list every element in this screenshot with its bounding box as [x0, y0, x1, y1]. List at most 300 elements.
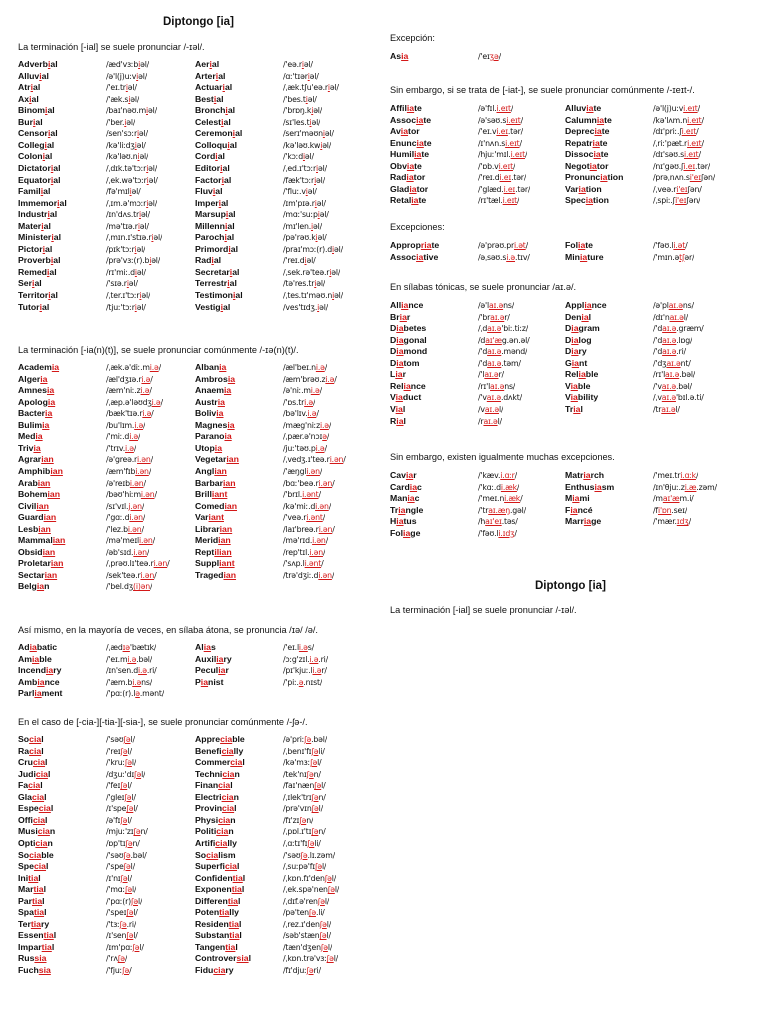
- word-entry: [195, 570, 334, 581]
- word: [18, 420, 106, 431]
- text-part: al: [227, 220, 235, 231]
- text-part: /tr: [653, 404, 662, 414]
- highlight: ia: [51, 362, 60, 372]
- pronunciation: [283, 128, 334, 139]
- text-part: /pə'rəʊ.k: [283, 233, 316, 243]
- text-part: l/: [324, 896, 330, 906]
- highlight: ria: [420, 240, 432, 250]
- text-part: n: [49, 826, 56, 837]
- text-part: /'lez.b: [106, 524, 128, 534]
- word-entry: [18, 71, 147, 82]
- text-part: əl/: [319, 302, 329, 312]
- text-part: /: [343, 455, 346, 465]
- pronunciation: [106, 757, 136, 768]
- pronunciation: [106, 82, 137, 93]
- text-part: l/: [141, 769, 146, 779]
- highlight: i: [228, 243, 231, 254]
- text-part: /: [146, 547, 150, 557]
- text-part: l: [580, 403, 583, 414]
- highlight: ʃə: [308, 908, 316, 918]
- word-entry: [18, 535, 155, 546]
- text-part: /: [129, 966, 132, 975]
- text-part: l: [241, 884, 245, 895]
- text-part: l: [40, 780, 43, 791]
- text-part: lly: [233, 745, 244, 756]
- word-entry: [195, 362, 327, 373]
- highlight: ia: [214, 442, 223, 453]
- text-part: gonal: [403, 334, 427, 345]
- word-entry: [18, 209, 150, 220]
- word-entry: [195, 466, 322, 477]
- text-part: /'d: [478, 347, 488, 357]
- highlight: tia: [231, 884, 242, 895]
- word: [195, 186, 283, 197]
- word: [18, 302, 106, 313]
- highlight: tia: [227, 895, 238, 906]
- word: [565, 505, 653, 516]
- text-part: Secretar: [195, 266, 230, 277]
- highlight: i: [39, 301, 42, 312]
- text-part: /praɪ'mɔː(r).d: [283, 244, 333, 254]
- text-part: l: [53, 930, 57, 941]
- text-part: tion: [607, 172, 624, 183]
- word-entry: [195, 290, 343, 301]
- highlight: aɪ'eɪ: [485, 517, 502, 527]
- text-part: /bɑː'beə.r: [283, 478, 319, 488]
- word-entry: [195, 654, 328, 665]
- text-part: /prəˌnʌn.s: [653, 173, 690, 183]
- word-entry: [390, 346, 527, 357]
- highlight: ʃə: [317, 896, 325, 906]
- word: [195, 198, 283, 209]
- text-part: Lesb: [18, 523, 39, 534]
- text-part: Academ: [18, 362, 52, 372]
- pronunciation: [106, 850, 147, 861]
- text-part: Boliv: [195, 408, 217, 419]
- word: [18, 175, 106, 186]
- word: [18, 907, 106, 918]
- highlight: i.ə: [309, 654, 319, 664]
- text-part: l: [44, 907, 47, 918]
- pronunciation: [283, 838, 321, 849]
- text-part: Impar: [18, 941, 42, 952]
- section-heading: Así mismo, en la mayoría de veces, en sílaba átona, se pronuncia /ɪə/ /ə/.: [18, 625, 318, 635]
- text-part: /'rʌ: [106, 954, 118, 964]
- word-entry: [390, 312, 510, 323]
- text-part: /kə'liːdʒ: [106, 140, 135, 150]
- highlight: ʃə: [134, 769, 142, 779]
- highlight: i: [48, 290, 51, 300]
- word: [195, 654, 283, 665]
- word: [195, 803, 283, 814]
- highlight: tia: [229, 930, 240, 941]
- text-part: L: [390, 369, 396, 380]
- text-part: V: [565, 380, 571, 391]
- section-heading: Sin embargo, si se trata de [-iat-], se suele pronunciar comúnmente /-ɪeɪt-/.: [390, 85, 695, 95]
- highlight: cia: [35, 768, 48, 779]
- word: [195, 267, 283, 278]
- text-part: əl/: [148, 163, 158, 173]
- word: [18, 861, 106, 872]
- text-part: n: [228, 826, 234, 837]
- text-part: Am: [18, 653, 32, 664]
- pronunciation: [106, 792, 136, 803]
- text-part: əl/: [307, 94, 317, 104]
- highlight: cia: [33, 861, 47, 872]
- text-part: /: [142, 513, 146, 523]
- word: [18, 71, 106, 82]
- text-part: Famil: [18, 186, 41, 197]
- text-part: Amb: [18, 676, 38, 687]
- pronunciation: [478, 416, 502, 427]
- text-part: te: [599, 137, 608, 148]
- pronunciation: [106, 105, 157, 116]
- text-part: /: [696, 127, 699, 137]
- highlight: i: [232, 290, 236, 300]
- word-entry: [565, 126, 699, 137]
- text-part: tus: [403, 516, 417, 527]
- text-part: /'mɑː: [106, 885, 125, 895]
- word-entry: [195, 769, 321, 780]
- highlight: ʃə: [126, 931, 134, 941]
- text-part: r: [406, 311, 411, 322]
- text-part: ns/: [141, 677, 153, 687]
- highlight: i: [220, 162, 223, 173]
- pronunciation: [106, 385, 152, 396]
- text-part: al: [34, 278, 42, 289]
- text-part: al: [45, 243, 53, 254]
- text-part: Comed: [195, 500, 225, 511]
- word-entry: [565, 381, 692, 392]
- highlight: cia: [213, 965, 226, 975]
- word: [390, 312, 478, 323]
- word: [18, 826, 106, 837]
- word-entry: [18, 117, 135, 128]
- pronunciation: [106, 642, 156, 653]
- word: [18, 374, 106, 385]
- pronunciation: [106, 59, 149, 70]
- word: [18, 163, 106, 174]
- highlight: ian: [44, 569, 58, 580]
- text-part: /ˌpɒl.ɪ'tɪ: [283, 827, 312, 837]
- text-part: /ɪm'pɑː: [106, 942, 133, 952]
- text-part: /serɪ'məʊn: [283, 129, 323, 139]
- pronunciation: [106, 826, 148, 837]
- pronunciation: [106, 930, 138, 941]
- text-part: /tæn'dʒen: [283, 942, 321, 952]
- text-part: /ˌveə.r: [653, 184, 677, 194]
- highlight: ia: [596, 114, 605, 125]
- highlight: ia: [399, 311, 407, 322]
- pronunciation: [653, 335, 692, 346]
- text-part: D: [390, 334, 397, 345]
- text-part: /laɪ'breə.r: [283, 524, 319, 534]
- highlight: aɪ'æ: [485, 335, 502, 345]
- pronunciation: [106, 267, 146, 278]
- word-entry: [195, 677, 322, 688]
- word-entry: [18, 734, 135, 745]
- highlight: cia: [35, 837, 48, 848]
- word-entry: [18, 581, 152, 592]
- text-part: Cru: [18, 757, 33, 768]
- text-part: P: [195, 676, 201, 687]
- word: [18, 688, 106, 699]
- text-part: Judi: [18, 768, 36, 779]
- word-entry: [195, 454, 346, 465]
- highlight: i: [215, 151, 218, 162]
- word: [565, 161, 653, 172]
- highlight: ia: [218, 665, 226, 676]
- highlight: i.eɪt: [687, 115, 702, 125]
- text-part: /'bes.t: [283, 94, 306, 104]
- text-part: Parano: [195, 431, 225, 442]
- pronunciation: [283, 385, 322, 396]
- text-part: n/: [313, 769, 321, 779]
- text-part: te: [600, 149, 609, 160]
- highlight: cia: [221, 745, 234, 756]
- text-part: əl/: [151, 256, 161, 266]
- word-entry: [565, 252, 694, 263]
- word-entry: [18, 896, 142, 907]
- highlight: i: [136, 129, 139, 139]
- word: [18, 267, 106, 278]
- text-part: al: [217, 151, 225, 162]
- word-entry: [390, 358, 521, 369]
- highlight: i.ən: [153, 559, 168, 569]
- word: [195, 524, 283, 535]
- word: [195, 209, 283, 220]
- word-entry: [565, 300, 694, 311]
- highlight: i.ənt: [306, 513, 323, 523]
- text-part: Alban: [195, 362, 220, 372]
- highlight: (i)ən: [133, 582, 151, 592]
- highlight: i: [57, 197, 60, 208]
- highlight: ia: [573, 403, 581, 414]
- text-part: ture: [587, 251, 604, 262]
- word-entry: [390, 381, 515, 392]
- word-entry: [195, 746, 325, 757]
- highlight: ʃə: [304, 735, 312, 744]
- highlight: tia: [33, 884, 44, 895]
- text-part: /tjuː'tɔːr: [106, 302, 135, 312]
- text-part: m.i/: [679, 494, 694, 504]
- text-part: Var: [195, 512, 209, 523]
- word: [18, 443, 106, 454]
- text-part: /ə'pl: [653, 301, 669, 310]
- word-entry: [18, 232, 162, 243]
- word: [390, 416, 478, 427]
- highlight: cia: [28, 780, 41, 791]
- text-part: /mə'meɪl: [106, 536, 140, 546]
- text-part: /: [322, 547, 326, 557]
- text-part: /ˌspiː.ʃ: [653, 196, 676, 206]
- text-part: /'mɪn.ə: [653, 252, 680, 262]
- word: [565, 369, 653, 380]
- text-part: te: [421, 149, 430, 160]
- text-part: /: [138, 432, 141, 442]
- word: [565, 335, 653, 346]
- text-part: al: [223, 116, 231, 127]
- text-part: .tər/: [515, 184, 531, 194]
- text-part: Ser: [18, 278, 33, 289]
- highlight: i: [51, 232, 54, 243]
- text-part: r: [402, 369, 406, 380]
- highlight: i: [307, 71, 310, 81]
- word: [390, 505, 478, 516]
- text-part: Differen: [195, 895, 228, 906]
- text-part: ncé: [577, 504, 593, 515]
- text-part: l: [42, 895, 45, 906]
- highlight: j.ən: [128, 501, 142, 511]
- text-part: Territor: [18, 290, 49, 300]
- text-part: Mammal: [18, 535, 53, 546]
- word: [195, 907, 283, 918]
- highlight: i.eɪ: [496, 127, 508, 137]
- text-part: Arter: [195, 70, 216, 81]
- word: [18, 59, 106, 70]
- word-entry: [195, 302, 328, 313]
- text-part: /ˌæd: [106, 643, 123, 652]
- word: [565, 312, 653, 323]
- text-part: Factor: [195, 174, 222, 185]
- word-entry: [195, 489, 321, 500]
- pronunciation: [283, 221, 322, 232]
- pronunciation: [478, 392, 522, 403]
- word-entry: [18, 94, 139, 105]
- highlight: ʃə: [120, 746, 128, 756]
- text-part: l/: [127, 815, 132, 825]
- text-part: /ɪn'dʌs.tr: [106, 210, 139, 220]
- highlight: ian: [214, 465, 227, 476]
- text-part: Retal: [390, 195, 412, 206]
- text-part: ge: [591, 516, 602, 527]
- highlight: i: [134, 244, 137, 254]
- word: [18, 570, 106, 581]
- highlight: aɪ.ə: [490, 381, 505, 391]
- text-part: /'reɪ.d: [478, 173, 500, 183]
- text-part: l/: [327, 942, 333, 952]
- word: [390, 172, 478, 183]
- word-entry: [18, 512, 145, 523]
- highlight: i: [136, 71, 139, 81]
- text-part: /rɪ'l: [653, 370, 666, 380]
- highlight: i: [134, 140, 137, 150]
- word: [195, 642, 283, 653]
- word: [195, 884, 283, 895]
- word-entry: [565, 240, 688, 251]
- word-entry: [18, 267, 146, 278]
- text-part: Ra: [18, 745, 30, 756]
- pronunciation: [106, 524, 144, 535]
- highlight: i: [29, 93, 32, 104]
- highlight: i.ə: [125, 443, 134, 453]
- pronunciation: [478, 138, 522, 149]
- word: [195, 757, 283, 768]
- text-part: al: [215, 186, 223, 197]
- text-part: te: [604, 114, 612, 125]
- word: [390, 300, 478, 311]
- text-part: əl/: [317, 163, 327, 173]
- word: [195, 244, 283, 255]
- highlight: cia: [222, 803, 235, 814]
- text-part: l/: [127, 746, 132, 756]
- pronunciation: [106, 431, 140, 442]
- text-part: al: [46, 139, 55, 150]
- highlight: ia: [414, 149, 422, 160]
- text-part: /'kɔːd: [283, 152, 303, 162]
- text-part: Bur: [18, 116, 33, 127]
- pronunciation: [653, 369, 695, 380]
- word-entry: [18, 278, 138, 289]
- text-part: /ˌsuːpə'fɪ: [283, 862, 315, 872]
- text-part: /'eɪ.l: [283, 643, 299, 652]
- text-part: /: [312, 397, 316, 407]
- text-part: al: [50, 128, 58, 139]
- highlight: i.ə: [307, 409, 317, 419]
- word: [565, 184, 653, 195]
- text-part: ry: [53, 665, 62, 676]
- word: [195, 466, 283, 477]
- text-part: mi: [579, 493, 590, 504]
- text-part: Controver: [195, 953, 237, 964]
- highlight: i: [222, 82, 225, 93]
- text-part: Utop: [195, 442, 215, 453]
- text-part: əl/: [304, 152, 314, 162]
- highlight: ia: [578, 183, 586, 194]
- text-part: /mɑː'suːp: [283, 210, 318, 220]
- highlight: i: [317, 210, 320, 220]
- text-part: Ad: [18, 642, 30, 652]
- highlight: ə: [322, 432, 327, 442]
- text-part: /: [158, 363, 162, 372]
- highlight: ian: [50, 558, 64, 569]
- pronunciation: [106, 558, 170, 569]
- highlight: i: [138, 60, 141, 69]
- word: [195, 665, 283, 676]
- word-entry: [18, 186, 141, 197]
- pronunciation: [283, 186, 317, 197]
- text-part: /æm'fɪb: [106, 466, 136, 476]
- word-entry: [195, 408, 319, 419]
- word-entry: [18, 826, 148, 837]
- text-part: /fɪ'djuː: [283, 966, 307, 975]
- highlight: ia: [405, 470, 414, 480]
- pronunciation: [653, 381, 692, 392]
- highlight: ʃə: [120, 815, 128, 825]
- text-part: te: [593, 103, 602, 113]
- text-part: /: [697, 104, 701, 113]
- text-part: /: [685, 241, 688, 250]
- pronunciation: [478, 528, 517, 539]
- text-part: As: [390, 51, 402, 61]
- text-part: al: [35, 116, 43, 127]
- word-entry: [195, 59, 313, 70]
- text-part: Negot: [565, 160, 590, 171]
- text-part: l/: [321, 781, 326, 791]
- word: [18, 140, 106, 151]
- text-part: Mar: [18, 884, 34, 895]
- text-part: /ves'tɪdʒ.: [283, 302, 318, 312]
- word-entry: [18, 420, 145, 431]
- highlight: ʃə: [311, 827, 319, 837]
- text-part: Barbar: [195, 477, 224, 488]
- text-part: /bæk'tɪə.r: [106, 409, 143, 419]
- text-part: ry: [578, 346, 587, 357]
- word-entry: [565, 482, 717, 493]
- text-part: /'fluː.v: [283, 187, 306, 197]
- text-part: Best: [195, 93, 214, 104]
- text-part: l: [44, 791, 47, 802]
